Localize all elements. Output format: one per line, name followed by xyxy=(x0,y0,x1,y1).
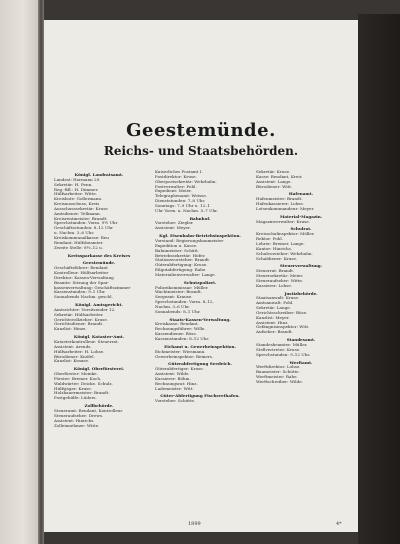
entry-line: Stellvertreter: Kruse. xyxy=(256,347,301,352)
entry-line: Kanzlist: Krause. xyxy=(54,359,90,364)
section-heading: Königl. Amtsgericht. xyxy=(75,303,123,308)
entry-line: Geschäftsstunden: 8–12 Uhr xyxy=(54,226,114,231)
section-heading: Eichamt u. Gewerbeinspektion. xyxy=(164,344,236,349)
entry-line: Ausschusssekretär: Kruse xyxy=(54,206,108,211)
entry-line: Kanzlist: Meyer. xyxy=(256,315,290,320)
entry-line: Dienststunden: 7–8 Uhr. xyxy=(155,199,206,204)
entry-line: Vorsteher: Schütte. xyxy=(155,399,196,404)
entry-line: Aufseher: Brandt. xyxy=(256,330,293,335)
entry-line: Telegraphenamt: Weisse. xyxy=(155,194,208,199)
entry-line: Gerichtsschreiber: Böse. xyxy=(256,310,308,315)
entry-line: Rechnungsrat: Hinz. xyxy=(155,381,198,386)
document-page xyxy=(44,20,358,532)
entry-line: Rechnungsführer: Wille. xyxy=(155,327,206,332)
entry-line: Steueramt: Rendant, Kontrolleur xyxy=(54,408,123,413)
entry-line: Lehrer: Bremer. Lange. xyxy=(256,241,305,246)
entry-line: Kassierer: Böhm. xyxy=(155,376,191,381)
entry-line: Bürodiener: Witt. xyxy=(256,184,293,189)
entry-line: Kreiskasse: Rendant. xyxy=(155,322,199,327)
entry-line: Steueraufseher: Witte. xyxy=(256,278,304,283)
entry-line: Kassenstunden: 8–12 Uhr. xyxy=(155,337,210,341)
entry-line: Gefängnisinspektor: Witt. xyxy=(256,325,310,330)
section-heading: Zollbehörde. xyxy=(84,404,114,409)
entry-line: Zolleinnehmer: Witte. xyxy=(54,423,100,428)
entry-line: Amtsrichter: Vorsitzender 12. xyxy=(54,307,116,312)
entry-line: Rendant: Hülfsbeamter xyxy=(54,240,103,245)
entry-line: kassenverwaltung: Geschäftszimmer xyxy=(54,285,131,290)
entry-line: Amtsanwalt: Pohl. xyxy=(256,301,294,306)
section-heading: Schulrat. xyxy=(290,227,312,232)
entry-line: Betriebssekretär: Höfer. xyxy=(155,253,206,258)
page-subtitle: Reichs- und Staatsbehörden. xyxy=(103,144,299,158)
entry-line: Werftschreiber: Wilde. xyxy=(256,379,303,384)
entry-line: Hülfsarbeiter: Witte. xyxy=(54,192,98,197)
entry-line: Sekretär: Hülfsarbeiter. xyxy=(54,312,104,317)
section-heading: Standesamt. xyxy=(286,338,316,343)
entry-line: Gerichtsdiener: Brandt. xyxy=(54,322,104,327)
entry-line: Kaiserliches Postamt I. xyxy=(155,170,203,174)
text-column-1 xyxy=(52,170,146,526)
entry-line: Kreisausschuss, Kreis xyxy=(54,202,100,207)
entry-line: Bahnmeister: Schütt. xyxy=(155,248,200,253)
entry-line: Güterabfertigung: Kruse. xyxy=(155,263,208,268)
entry-line: Lotsenkommandeur: Meyer. xyxy=(256,206,315,211)
entry-line: Hülfsjäger: Kruse. xyxy=(54,386,92,391)
entry-line: Rektor: Pohl. xyxy=(256,237,284,242)
entry-line: Vorstand: Regierungsbaumeister xyxy=(155,238,224,243)
entry-line: Kreisbote: Gollermann. xyxy=(54,197,103,202)
section-heading: Königl. Kataster-Amt. xyxy=(73,335,125,340)
section-heading: Staats-Kassen-Verwaltung. xyxy=(169,317,231,322)
entry-line: Assistent: Wilde. xyxy=(155,372,190,377)
entry-line: Kreiskommunalkasse: Reu xyxy=(54,235,109,240)
section-heading: Werftamt. xyxy=(289,360,313,365)
entry-line: Kontrolleur: Hülfsarbeiter xyxy=(54,271,109,276)
entry-line: Katasterkontrolleur: Steuerrat. xyxy=(54,340,119,344)
page-title: Geestemünde. xyxy=(126,120,276,141)
entry-line: Postdirektor: Kruse. xyxy=(155,174,197,179)
section-heading: Güter-Abfertigung Fischereihafen. xyxy=(160,394,240,399)
entry-line: Gewerbeinspektor: Reiners. xyxy=(155,354,214,359)
entry-line: Waldwärter: Deicke. Schulz. xyxy=(54,381,113,386)
entry-line: Uhr Vorm. u. Nachm. 5–7 Uhr. xyxy=(155,208,218,213)
entry-line: Beamte: Sitzung der Spar- xyxy=(54,280,110,285)
entry-line: Direktor: Kassen-Verwaltung xyxy=(54,275,114,280)
entry-line: Hafenmeister: Brandt. xyxy=(256,197,303,202)
section-heading: Kreissparkasse des Kreises xyxy=(67,253,131,258)
entry-line: Kassenstunden: 9–1 Uhr. xyxy=(54,290,106,295)
entry-line: Assistent: Lange. xyxy=(256,179,292,184)
section-heading: Güterabfertigung Seedeich. xyxy=(168,362,232,367)
entry-line: Güterabfertiger: Kruse. xyxy=(155,367,204,372)
entry-line: Schulvorsteher: Wehrhahn. xyxy=(256,251,313,256)
entry-line: Werftmeister: Rabe. xyxy=(256,375,298,380)
entry-line: u. Nachm. 3–6 Uhr. xyxy=(54,231,95,236)
entry-line: Bürodiener: Knöfel. xyxy=(54,354,95,359)
section-heading: Material-Magazin. xyxy=(279,214,323,219)
entry-line: Holzhauermeister: Brandt. xyxy=(54,391,110,396)
entry-line: Sonntags: 7–9 Uhr u. 12–1 xyxy=(155,203,211,208)
section-heading: Justizbehörde. xyxy=(284,291,318,296)
entry-line: Sprechstunden: Vorm. 9½ Uhr xyxy=(54,221,118,226)
entry-line: Sekretär: Lange. xyxy=(256,306,291,311)
entry-line: Expedient: Meier. xyxy=(155,189,192,194)
entry-line: Nachm. 3–6 Uhr. xyxy=(155,304,190,309)
entry-line: Postverwalter: Pohl. xyxy=(155,184,197,189)
book-edge xyxy=(358,14,400,544)
entry-line: Sekretär: H. Penn. xyxy=(54,182,93,187)
entry-line: Lademeister: Witt. xyxy=(155,386,194,391)
entry-line: Kreisschulinspektor: Möller. xyxy=(256,232,315,237)
text-column-2 xyxy=(153,170,247,526)
entry-line: Polizeikommissar: Müller. xyxy=(155,285,209,290)
entry-line: Assistent: Meyer. xyxy=(155,226,191,231)
entry-line: Assistent: Hinrichs. xyxy=(54,418,95,423)
section-heading: Steuerverwaltung. xyxy=(279,264,323,269)
entry-line: Landrat: Hormann 29. xyxy=(54,177,101,182)
entry-line: Hafenkassierer: Lohse. xyxy=(256,202,305,207)
entry-line: Materialienverwalter: Lange. xyxy=(155,272,216,277)
entry-line: Vorsteher: Ziegler. xyxy=(155,221,194,226)
entry-line: Gerichtsvollzieher: Kruse. xyxy=(54,317,109,322)
entry-line: Werftdirektor: Lohse. xyxy=(256,365,301,370)
entry-line: Kreisrentmeister: Brandt. xyxy=(54,216,108,221)
entry-line: Assistent: Hinz. xyxy=(256,320,289,325)
entry-line: Kanzlist: Hinze. xyxy=(54,327,87,332)
entry-line: Sprechstunden: 9–12 Uhr. xyxy=(256,352,311,357)
left-page-edge xyxy=(0,0,38,544)
section-heading: Hafenamt. xyxy=(288,192,314,197)
entry-line: Oberförster: Meinke. xyxy=(54,372,98,377)
entry-line: Reg.-Bfl.: H. Dimmer. xyxy=(54,187,99,192)
entry-line: Eichmeister: Wiesmann. xyxy=(155,349,206,354)
entry-line: Standesbeamter: Müller. xyxy=(256,343,308,347)
entry-line: Kassendiener: Böse. xyxy=(155,332,198,337)
section-heading: Königl. Oberförsterei. xyxy=(73,367,125,372)
entry-line: Zweite Stelle: 8½–12 u. xyxy=(54,245,104,250)
entry-line: Magazinverwalter: Kruse. xyxy=(256,219,310,224)
entry-line: Wachtmeister: Brandt. xyxy=(155,290,202,295)
entry-line: Eilgutabfertigung: Rabe. xyxy=(155,268,207,273)
section-heading: Bahnhof. xyxy=(189,216,211,221)
entry-line: Sonnabends: 8–1 Uhr. xyxy=(155,309,201,314)
entry-line: Förster: Bremer. Koch. xyxy=(54,376,102,381)
entry-line: Steuerrat: Brandt. xyxy=(256,269,295,274)
entry-line: Assistent: Arends. xyxy=(54,344,92,349)
entry-line: Postgehülfe: Lüders. xyxy=(54,396,97,401)
entry-line: Kassierer: Lohse. xyxy=(256,283,293,288)
entry-line: Stationsvorsteher: Brandt. xyxy=(155,258,211,263)
entry-line: Baumeister: Schütte. xyxy=(256,370,300,375)
text-column-3 xyxy=(254,170,348,526)
entry-line: Sergeant: Krause. xyxy=(155,295,193,300)
entry-line: Sekretär: Kruse. xyxy=(256,170,291,174)
entry-line: Steueraufseher: Drews. xyxy=(54,413,104,418)
entry-line: Amtsdiener: Tellmann. xyxy=(54,211,101,216)
section-heading: Geestemünde. xyxy=(82,261,116,266)
entry-line: Expedition u. Kasse. xyxy=(155,243,198,248)
page-signature: 4* xyxy=(336,521,342,527)
entry-line: Geschäftsführer: Rendant xyxy=(54,266,108,271)
section-heading: Schutzpolizei. xyxy=(183,280,217,285)
section-heading: Königl. Landratsamt. xyxy=(74,173,124,177)
entry-line: Staatsanwalt: Kruse. xyxy=(256,296,300,301)
entry-line: Sprechstunden: Vorm. 8–12, xyxy=(155,300,214,305)
page-year: 1899 xyxy=(188,521,201,527)
entry-line: Hülfsarbeiter: H. Lohse. xyxy=(54,349,105,354)
section-heading: Kgl. Eisenbahn-Betriebsinspektion. xyxy=(159,234,241,239)
entry-line: Kantor: Hinrichs. xyxy=(256,246,292,251)
entry-line: Sonnabends Nachm. geschl. xyxy=(54,295,113,300)
entry-line: Steuersekretär: Meier. xyxy=(256,274,304,279)
entry-line: Oberpostsekretär: Wehrhahn. xyxy=(155,179,217,184)
entry-line: Kasse: Rendant, Kreis xyxy=(256,174,302,179)
entry-line: Schuldiener: Kruse. xyxy=(256,256,298,261)
